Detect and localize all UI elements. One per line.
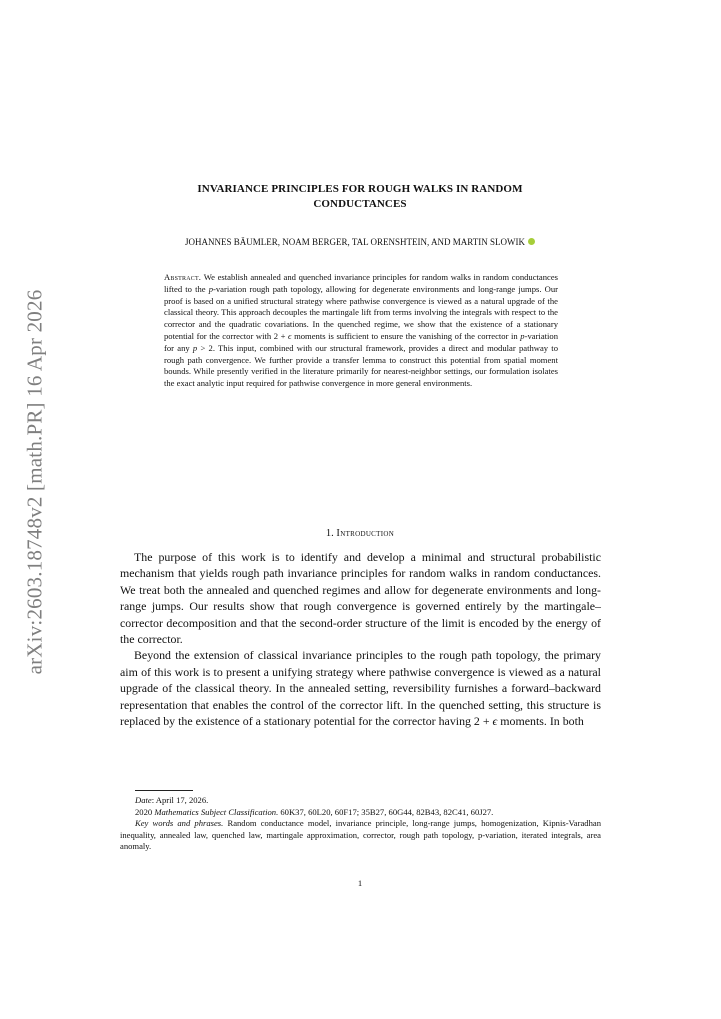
footnote-date-value: : April 17, 2026.: [151, 795, 209, 805]
body-math-epsilon: ϵ: [492, 714, 498, 729]
footnote-date-label: Date: [135, 795, 152, 805]
footnotes: [120, 795, 601, 853]
page-number: 1: [357, 878, 363, 888]
abstract-math-p: p: [520, 330, 525, 341]
author-list: [120, 236, 600, 248]
arxiv-side-identifier: [20, 284, 50, 679]
footnote-msc-prefix: 2020: [135, 806, 155, 817]
abstract-text-2: -variation rough path topology, allowing for degenerate environments and long-range jumps. Our proof is based on a unified structural strategy where pathwise convergence is viewed as a natural upgrade of the classical theory. This approach decouples the martingale lift from terms involving the integrals with respect to the corrector and the quadratic covariations. In the quenched regime, we show that the existence of a stationary potential for the corrector with 2 +: [164, 283, 559, 341]
footnote-keywords-value: Random conductance model, invariance principle, long-range jumps, homogenization, Kipnis-Varadhan inequality, annealed law, quenched law, martingale approximation, corrector, rough path topology, p-variation, iterated integrals, area anomaly.: [120, 818, 602, 851]
section-number: 1.: [325, 528, 334, 539]
introduction-body: [120, 549, 601, 729]
footnote-keywords-label: Key words and phrases.: [135, 818, 224, 828]
body-text-segment: Beyond the extension of classical invariance principles to the rough path topology, the primary aim of this work is to present a unifying strategy where pathwise convergence is viewed as a natural upgrade of the classical theory. In the annealed setting, reversibility furnishes a forward–backward representation that enables the control of the corrector lift. In the quenched setting, this structure is replaced by the existence of a stationary potential for the corrector having 2 +: [120, 648, 601, 729]
footnote-date: [120, 795, 601, 807]
footnote-keywords: [120, 818, 601, 853]
abstract: [164, 272, 558, 390]
abstract-text-3: moments is sufficient to ensure the vanishing of the corrector in: [291, 330, 521, 341]
abstract-math-p: p: [192, 342, 198, 353]
abstract-math-epsilon: ϵ: [288, 330, 292, 341]
abstract-text-5: > 2. This input, combined with our structural framework, provides a direct and modular pathway to rough path convergence. We further provide a transfer lemma to construct this potential from spatial moment bounds. While presently verified in the literature primarily for nearest-neighbor settings, our formulation isolates the exact analytic input required for pathwise convergence in more general environments.: [164, 342, 558, 389]
abstract-label: Abstract.: [164, 272, 202, 282]
body-text-segment: moments. In both: [497, 714, 584, 729]
abstract-text-1: We establish annealed and quenched invariance principles for random walks in random conductances lifted to the: [164, 272, 558, 294]
abstract-text-4: -variation for any: [164, 330, 558, 353]
section-title: Introduction: [336, 528, 395, 539]
orcid-icon[interactable]: [528, 238, 535, 245]
body-paragraph: The purpose of this work is to identify and develop a minimal and structural probabilistic mechanism that yields rough path invariance principles for random walks in random conductances. We treat both the annealed and quenched regimes and allow for degenerate environments and long-range jumps. Our results show that rough convergence is governed entirely by the martingale–corrector decomposition and that the second-order structure of the limit is encoded by the energy of the corrector.: [120, 550, 601, 647]
section-heading: [160, 528, 560, 539]
footnote-msc-label: Mathematics Subject Classification.: [154, 806, 279, 817]
arxiv-identifier-text: arXiv:2603.18748v2 [math.PR] 16 Apr 2026: [22, 289, 47, 674]
abstract-math-p: p: [208, 283, 213, 294]
footnote-msc-value: 60K37, 60L20, 60F17; 35B27, 60G44, 82B43, 82C41, 60J27.: [278, 806, 494, 817]
paper-title: INVARIANCE PRINCIPLES FOR ROUGH WALKS IN RANDOM CONDUCTANCES: [197, 183, 523, 210]
footnote-rule: [135, 790, 193, 791]
footnote-msc: [120, 807, 601, 819]
author-names: JOHANNES BÄUMLER, NOAM BERGER, TAL ORENSHTEIN, AND MARTIN SLOWIK: [185, 237, 525, 247]
body-paragraph: [120, 647, 601, 729]
